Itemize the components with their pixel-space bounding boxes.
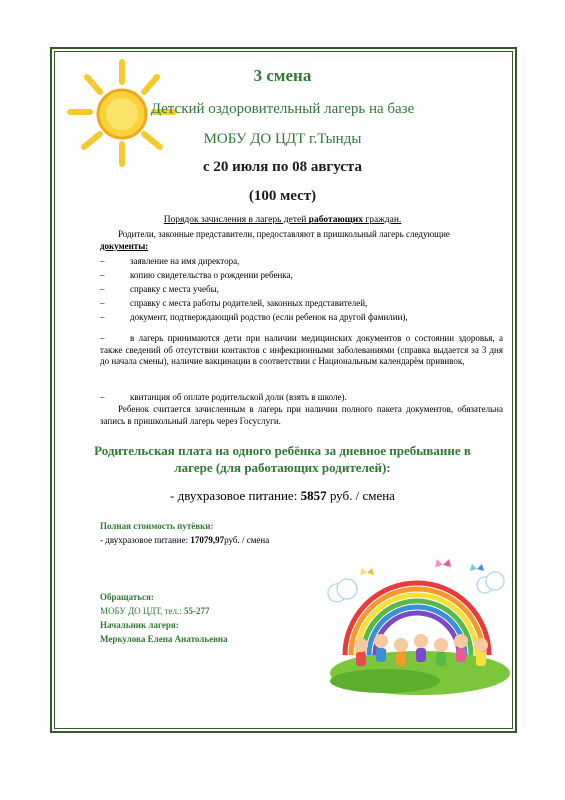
places-count: (100 мест) [248,188,317,204]
rainbow-children-illustration [325,545,510,695]
contact-label: Обращаться: [100,592,154,602]
camp-subtitle-line2: МОБУ ДО ЦДТ г.Тынды [203,131,362,147]
camp-subtitle-line1: Детский оздоровительный лагерь на базе [150,101,415,117]
documents-label: документы: [100,241,149,251]
doc-item: – копию свидетельства о рождении ребенка, [100,270,293,280]
enrollment-final-note: Ребенок считается зачисленным в лагерь при наличии полного пакета документов, обязательна запись в пришкольный лагерь через Госуслуги. [100,404,503,426]
doc-item: – заявление на имя директора, [100,256,240,266]
fee-line: - двухразовое питание: 5857 руб. / смена [170,488,395,503]
medical-note: – в лагерь принимаются дети при наличии медицинских документов о состоянии здоровья, а также сведений об отсутствии контактов с инфекционными заболеваниями (справка выдается за 3 дня до начала смены), наличие вакцинации в соответствии с Национальным календарём прививок, [100,333,503,366]
contact-org: МОБУ ДО ЦДТ, тел.: 55-277 [100,606,210,616]
full-cost-heading: Полная стоимость путёвки: [100,521,214,531]
fee-heading: Родительская плата на одного ребёнка за дневное пребывание в лагере (для работающих родителей): [94,443,471,475]
doc-item: – справку с места учебы, [100,284,219,294]
camp-head-name: Меркулова Елена Анатольевна [100,634,228,644]
shift-title: 3 смена [253,66,312,85]
doc-item: – справку с места работы родителей, законных представителей, [100,298,368,308]
doc-item: – документ, подтверждающий родство (если ребенок на другой фамилии), [100,312,408,322]
camp-head-label: Начальник лагеря: [100,620,179,630]
frame-gap-line [512,545,513,635]
enrollment-heading: Порядок зачисления в лагерь детей работающих граждан. [163,215,402,225]
receipt-item: – квитанция об оплате родительской доли (взять в школе). [100,392,347,402]
full-cost-line: - двухразовое питание: 17079,97руб. / смена [100,535,270,545]
enrollment-intro: Родители, законные представители, предоставляют в пришкольный лагерь следующие [118,229,450,239]
shift-dates: с 20 июля по 08 августа [203,159,362,175]
